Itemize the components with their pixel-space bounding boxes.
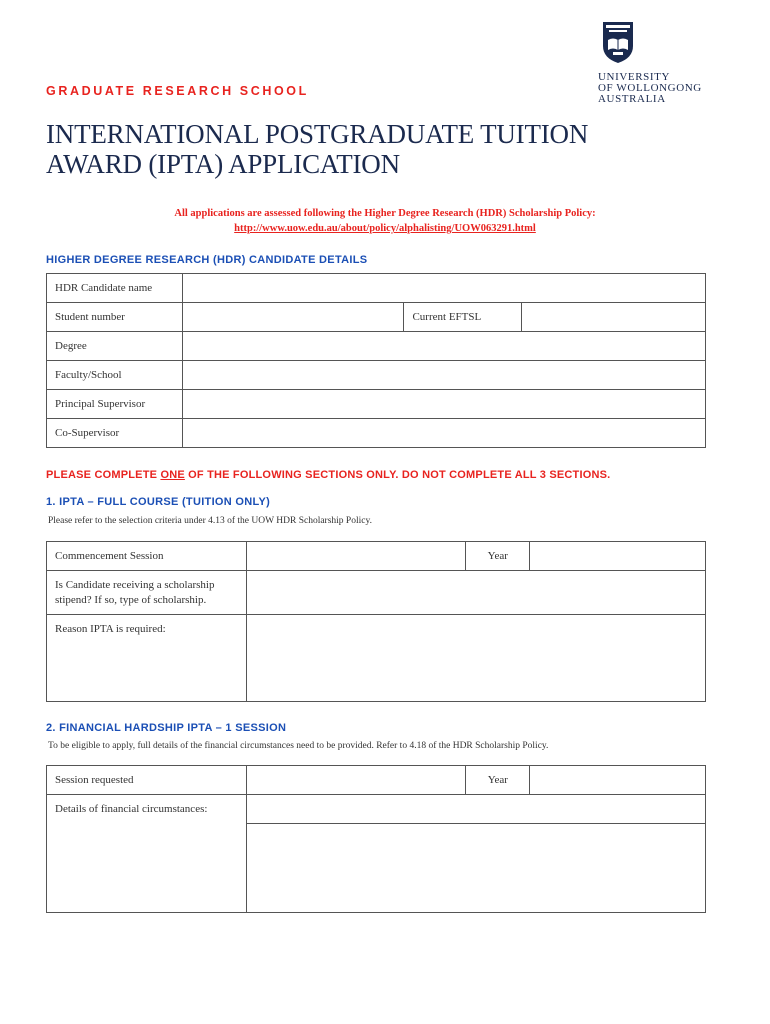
section2-year-field[interactable] [530,766,706,795]
eftsl-field[interactable] [522,303,706,332]
table-row [47,332,706,361]
principal-supervisor-label: Principal Supervisor [47,390,183,419]
financial-details-divider [247,795,705,824]
section1-table [46,541,706,702]
reason-label: Reason IPTA is required: [47,615,247,702]
student-number-label: Student number [47,303,183,332]
co-supervisor-field[interactable] [182,419,705,448]
table-row [47,615,706,702]
eftsl-label: Current EFTSL [404,303,522,332]
table-row [47,419,706,448]
section2-heading: 2. FINANCIAL HARDSHIP IPTA – 1 SESSION [46,722,287,734]
page-title [46,119,588,179]
table-row [47,390,706,419]
reason-field[interactable] [246,615,705,702]
title-line-2: AWARD (IPTA) APPLICATION [46,149,400,179]
degree-label: Degree [47,332,183,361]
co-supervisor-label: Co-Supervisor [47,419,183,448]
section1-heading: 1. IPTA – FULL COURSE (TUITION ONLY) [46,496,271,508]
section2-year-label: Year [466,766,530,795]
candidate-table [46,273,706,448]
section1-year-label: Year [466,542,530,571]
section2-table [46,765,706,913]
section1-year-field[interactable] [530,542,706,571]
warning-emphasis: ONE [160,469,185,481]
degree-field[interactable] [182,332,705,361]
scholarship-field[interactable] [246,571,705,615]
table-row [47,766,706,795]
university-wordmark [598,72,702,105]
table-row [47,361,706,390]
faculty-field[interactable] [182,361,705,390]
school-name: GRADUATE RESEARCH SCHOOL [46,84,309,98]
commencement-field[interactable] [246,542,466,571]
principal-supervisor-field[interactable] [182,390,705,419]
financial-details-label: Details of financial circumstances: [47,795,247,913]
candidate-heading: HIGHER DEGREE RESEARCH (HDR) CANDIDATE DETAILS [46,254,368,266]
candidate-name-label: HDR Candidate name [47,274,183,303]
financial-details-area[interactable] [247,824,705,912]
university-line-1: UNIVERSITY [598,71,670,83]
section2-note: To be eligible to apply, full details of the financial circumstances need to be provided. Refer to 4.18 of the HDR Scholarship Policy. [48,741,549,751]
scholarship-label-line-2: stipend? If so, type of scholarship. [55,593,207,606]
session-requested-label: Session requested [47,766,247,795]
complete-one-warning [46,469,610,481]
warning-post: OF THE FOLLOWING SECTIONS ONLY. DO NOT COMPLETE ALL 3 SECTIONS. [184,469,611,481]
financial-details-field[interactable] [246,795,705,913]
table-row [47,571,706,615]
scholarship-label-line-1: Is Candidate receiving a scholarship [55,578,215,591]
table-row [47,274,706,303]
policy-link[interactable]: http://www.uow.edu.au/about/policy/alphalisting/UOW063291.html [234,223,536,234]
table-row [47,303,706,332]
section1-note: Please refer to the selection criteria under 4.13 of the UOW HDR Scholarship Policy. [48,516,372,526]
table-row [47,795,706,913]
policy-notice [0,206,770,236]
commencement-label: Commencement Session [47,542,247,571]
candidate-name-field[interactable] [182,274,705,303]
scholarship-label [47,571,247,615]
warning-pre: PLEASE COMPLETE [46,469,161,481]
student-number-field[interactable] [182,303,404,332]
university-line-2: OF WOLLONGONG [598,82,702,94]
faculty-label: Faculty/School [47,361,183,390]
uow-crest-icon [601,20,635,64]
university-line-3: AUSTRALIA [598,93,666,105]
table-row [47,542,706,571]
title-line-1: INTERNATIONAL POSTGRADUATE TUITION [46,119,589,149]
policy-text: All applications are assessed following the Higher Degree Research (HDR) Scholarship Policy: [174,208,596,219]
session-requested-field[interactable] [246,766,466,795]
